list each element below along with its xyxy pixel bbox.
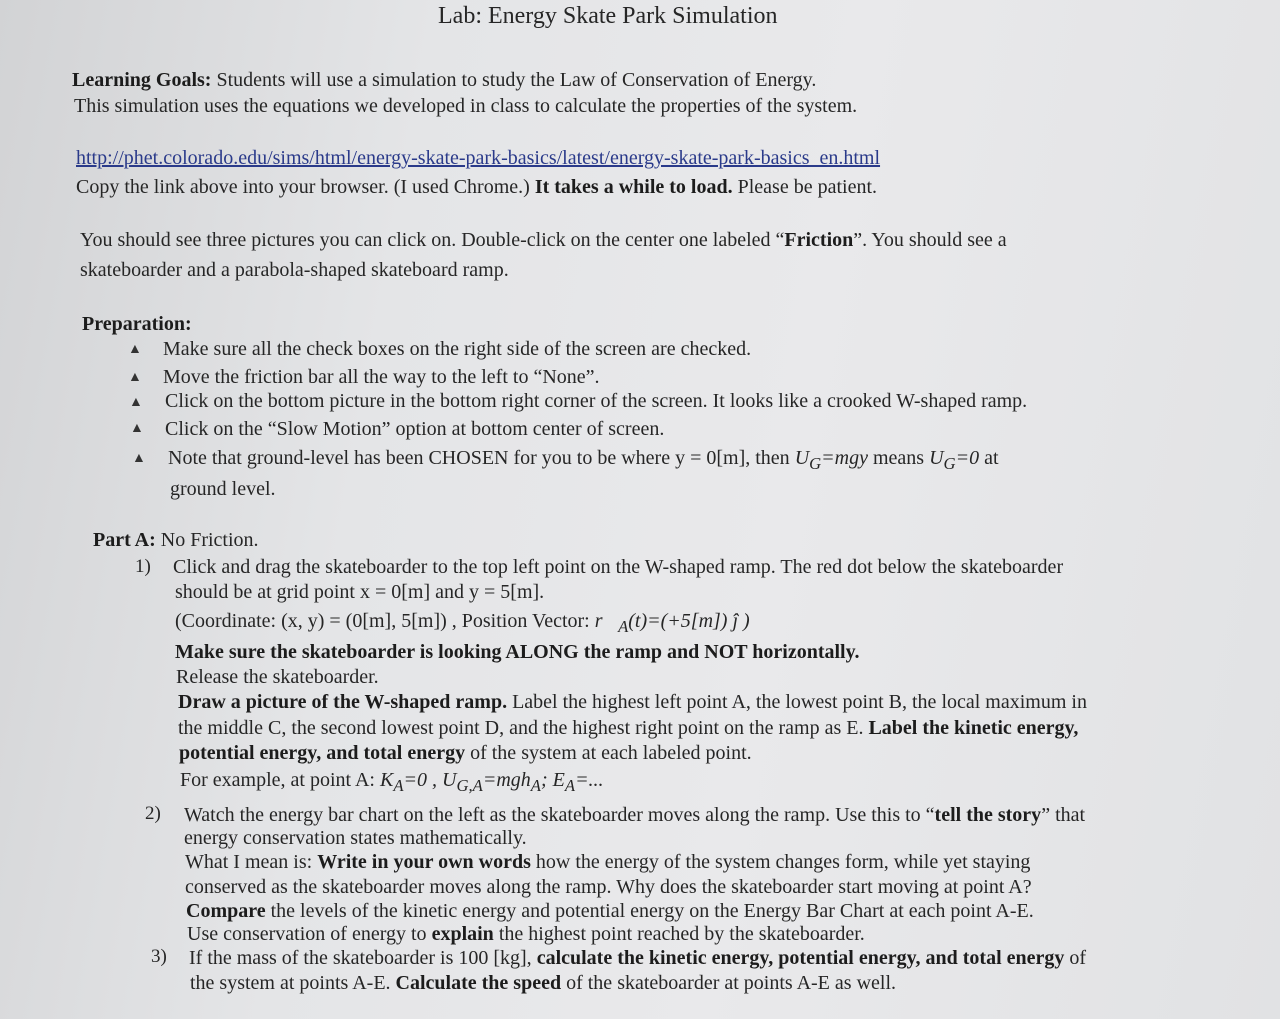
intro-text-a: You should see three pictures you can click on. Double-click on the center one labeled “	[80, 229, 785, 251]
q1-draw-line2: the middle C, the second lowest point D, and the highest right point on the ramp as E. Label the kinetic energy,	[178, 717, 1079, 739]
learning-goals-text: Students will use a simulation to study the Law of Conservation of Energy.	[216, 69, 817, 91]
q2-line1: Watch the energy bar chart on the left as the skateboarder moves along the ramp. Use this to “tell the story” that	[184, 804, 1086, 826]
q2-line3: What I mean is: Write in your own words how the energy of the system changes form, while yet staying	[185, 851, 1031, 873]
draw-instruction: Draw a picture of the W-shaped ramp.	[178, 691, 508, 713]
simulation-link[interactable]: http://phet.colorado.edu/sims/html/energy-skate-park-basics/latest/energy-skate-park-basics_en.html	[76, 147, 881, 169]
q2-line6: Use conservation of energy to explain the highest point reached by the skateboarder.	[187, 923, 865, 945]
position-vector-equation: $r⃗_A(t)=(+5[m])$ ĵ )	[594, 610, 750, 636]
example-text: For example, at point A:	[180, 769, 375, 791]
question-number: 1)	[135, 556, 151, 577]
intro-line2: skateboarder and a parabola-shaped skateboard ramp.	[80, 259, 509, 281]
potential-energy-equation: $U_G=mgy$	[794, 447, 868, 473]
part-a-label: Part A:	[93, 529, 156, 551]
learning-goals-line1	[72, 68, 816, 92]
arrow-bullet-icon: ▲	[128, 342, 142, 357]
preparation-heading: Preparation:	[82, 313, 192, 335]
patience-text: Please be patient.	[737, 176, 878, 198]
preparation-item: Click on the “Slow Motion” option at bottom center of screen.	[165, 418, 665, 440]
q1-example	[180, 768, 604, 798]
preparation-item: Move the friction bar all the way to the left to “None”.	[163, 366, 600, 388]
preparation-item: Make sure all the check boxes on the right side of the screen are checked.	[163, 338, 752, 360]
q1-release: Release the skateboarder.	[176, 666, 379, 688]
intro-text-b: ”. You should see a	[853, 229, 1007, 251]
q1-coordinate	[175, 609, 750, 639]
q3-line1: If the mass of the skateboarder is 100 [kg], calculate the kinetic energy, potential energy, and total energy of	[189, 947, 1087, 969]
intro-line1	[80, 228, 1007, 252]
part-a-subtitle: No Friction.	[160, 529, 259, 551]
draw-text: Label the highest left point A, the lowest point B, the local maximum in	[512, 691, 1087, 713]
learning-goals-label: Learning Goals:	[72, 69, 212, 91]
coordinate-text: (Coordinate: (x, y) = (0[m], 5[m]) , Position Vector:	[175, 610, 590, 632]
q1-draw-line1	[178, 690, 1087, 714]
preparation-item: Click on the bottom picture in the bottom right corner of the screen. It looks like a crooked W-shaped ramp.	[165, 390, 1028, 412]
preparation-note-line2: ground level.	[170, 478, 276, 500]
preparation-note	[168, 446, 999, 476]
q1-draw-line3: potential energy, and total energy of the system at each labeled point.	[179, 742, 752, 764]
part-a-heading	[93, 528, 259, 552]
arrow-bullet-icon: ▲	[129, 395, 143, 410]
q1-line2: should be at grid point x = 0[m] and y = 5[m].	[175, 581, 545, 603]
friction-label: Friction	[784, 229, 854, 251]
ground-level-equation: $U_G=0$	[929, 447, 980, 473]
energy-example-equation: $K_A=0$ , $U_{G,A}=mgh_A$; $E_A=$...	[379, 769, 604, 795]
learning-goals-line2: This simulation uses the equations we developed in class to calculate the properties of the system.	[74, 95, 858, 117]
q1-bold-instruction: Make sure the skateboarder is looking ALONG the ramp and NOT horizontally.	[175, 641, 860, 663]
copy-link-text: Copy the link above into your browser. (I used Chrome.)	[76, 176, 530, 198]
note-text: Note that ground-level has been CHOSEN for you to be where y = 0[m], then	[168, 447, 790, 469]
load-warning: It takes a while to load.	[534, 176, 733, 198]
question-number: 2)	[145, 803, 161, 824]
arrow-bullet-icon: ▲	[132, 451, 146, 466]
q2-line2: energy conservation states mathematically.	[184, 827, 527, 849]
copy-link-instructions	[76, 175, 877, 199]
note-means: means	[873, 447, 925, 469]
note-at: at	[984, 447, 999, 469]
q2-line4: conserved as the skateboarder moves along the ramp. Why does the skateboarder start moving at point A?	[185, 876, 1032, 898]
arrow-bullet-icon: ▲	[128, 370, 142, 385]
q2-line5: Compare the levels of the kinetic energy and potential energy on the Energy Bar Chart at each point A-E.	[186, 900, 1034, 922]
question-number: 3)	[151, 946, 167, 967]
page-title: Lab: Energy Skate Park Simulation	[438, 3, 778, 29]
arrow-bullet-icon: ▲	[130, 421, 144, 436]
q1-line1: Click and drag the skateboarder to the top left point on the W-shaped ramp. The red dot below the skateboarder	[173, 556, 1064, 578]
q3-line2: the system at points A-E. Calculate the speed of the skateboarder at points A-E as well.	[190, 972, 896, 994]
